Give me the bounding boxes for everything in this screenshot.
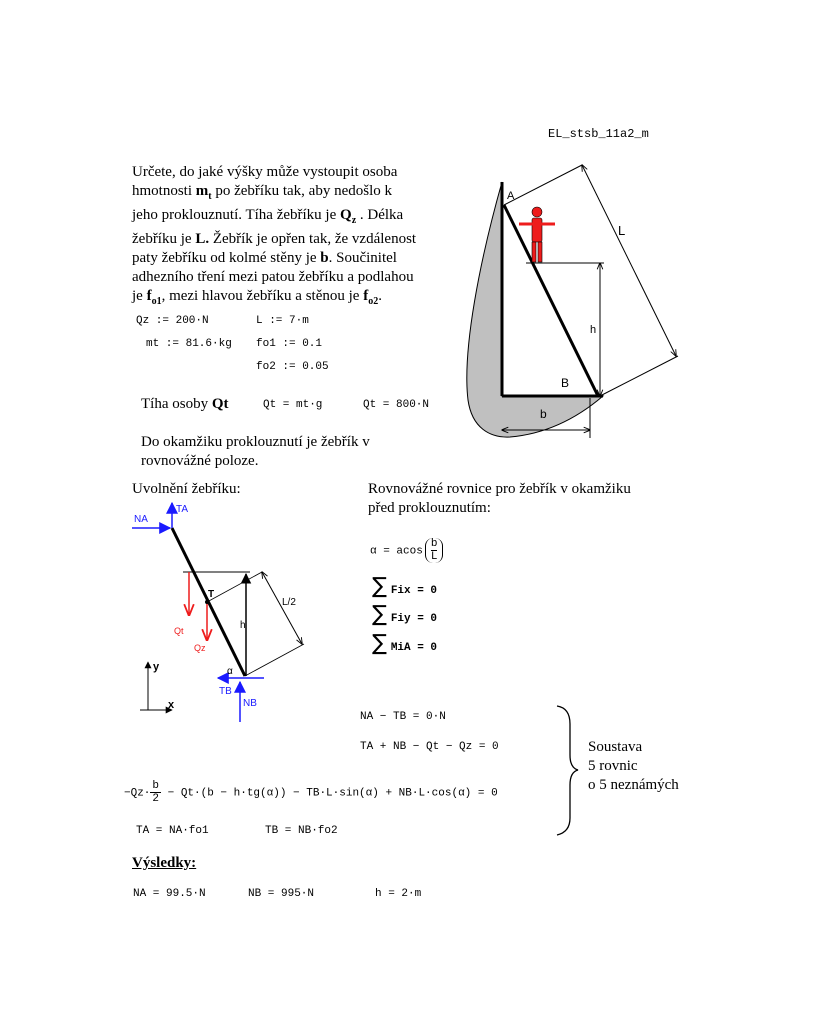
equation-5: TB = NB·fo2 <box>265 825 338 837</box>
label-t: T <box>208 589 215 600</box>
system-note: Soustava 5 rovnic o 5 neznámých <box>588 739 679 793</box>
result-h: h = 2·m <box>375 888 422 900</box>
label-tb: TB <box>219 686 232 697</box>
label-na: NA <box>134 514 148 525</box>
weight-result: Qt = 800·N <box>363 399 430 411</box>
given-fo2: fo2 := 0.05 <box>256 361 329 373</box>
sum-symbol: ∑ <box>372 602 387 627</box>
document-id: EL_stsb_11a2_m <box>548 127 649 141</box>
label-ta: TA <box>176 504 189 515</box>
sum-mia: ∑ MiA = 0 <box>372 631 438 656</box>
label-a: A <box>507 190 515 202</box>
label-h: h <box>590 324 597 336</box>
equation-1: NA − TB = 0·N <box>360 711 446 723</box>
given-fo1: fo1 := 0.1 <box>256 338 323 350</box>
label-x: x <box>168 699 175 711</box>
equations-title: Rovnovážné rovnice pro žebřík v okamžiku před proklouznutím: <box>368 481 631 516</box>
results-title: Výsledky: <box>132 855 197 871</box>
given-l: L := 7·m <box>256 315 309 327</box>
label-l: L <box>618 223 626 238</box>
l2-dimension <box>262 572 302 644</box>
label-y: y <box>153 661 160 673</box>
weight-formula: Qt = mt·g <box>263 399 323 411</box>
intro-line-6: adhezního tření mezi patou žebříku a podlahou <box>132 269 414 285</box>
label-h: h <box>240 620 246 631</box>
label-qt: Qt <box>174 626 184 636</box>
weight-label: Tíha osoby Qt <box>141 396 229 412</box>
result-nb: NB = 995·N <box>248 888 315 900</box>
given-qz: Qz := 200·N <box>136 315 209 327</box>
label-l2: L/2 <box>282 597 296 608</box>
intro-line-2: hmotnosti $m_t$ po žebříku tak, aby nedošlo k <box>132 183 392 202</box>
sum-fix: ∑ Fix = 0 <box>372 574 438 599</box>
sum-symbol: ∑ <box>372 574 387 599</box>
fbd-title: Uvolnění žebříku: <box>132 481 241 497</box>
intro-line-1: Určete, do jaké výšky může vystoupit osoba <box>132 164 398 180</box>
sum-symbol: ∑ <box>372 631 387 656</box>
sum-fiy: ∑ Fiy = 0 <box>372 602 438 627</box>
equation-4: TA = NA·fo1 <box>136 825 209 837</box>
equation-3: −Qz· $\frac{b}{2}$ − Qt·(b − h·tg(α)) − TB·L·sin(α) + NB·L·cos(α) = 0 <box>124 780 498 805</box>
label-b-dim: b <box>540 407 547 421</box>
label-nb: NB <box>243 698 257 709</box>
given-mt: mt := 81.6·kg <box>146 338 232 350</box>
intro-line-4: žebříku je L. Žebřík je opřen tak, že vzdálenost <box>132 231 417 247</box>
result-na: NA = 99.5·N <box>133 888 206 900</box>
label-b: B <box>561 376 570 390</box>
intro-line-7: je $f_{o1}$, mezi hlavou žebříku a stěnou je $f_{o2}$. <box>132 288 382 307</box>
label-qz: Qz <box>194 643 206 653</box>
alpha-equation: α = acos b L <box>370 538 443 563</box>
equilibrium-note: Do okamžiku proklouznutí je žebřík v rovnovážné poloze. <box>141 434 370 469</box>
intro-line-3: jeho proklouznutí. Tíha žebříku je $Q_z$ . Délka <box>132 207 404 226</box>
intro-line-5: paty žebříku od kolmé stěny je b. Součinitel <box>132 250 397 266</box>
label-alpha: α <box>227 666 233 677</box>
equation-2: TA + NB − Qt − Qz = 0 <box>360 741 499 753</box>
